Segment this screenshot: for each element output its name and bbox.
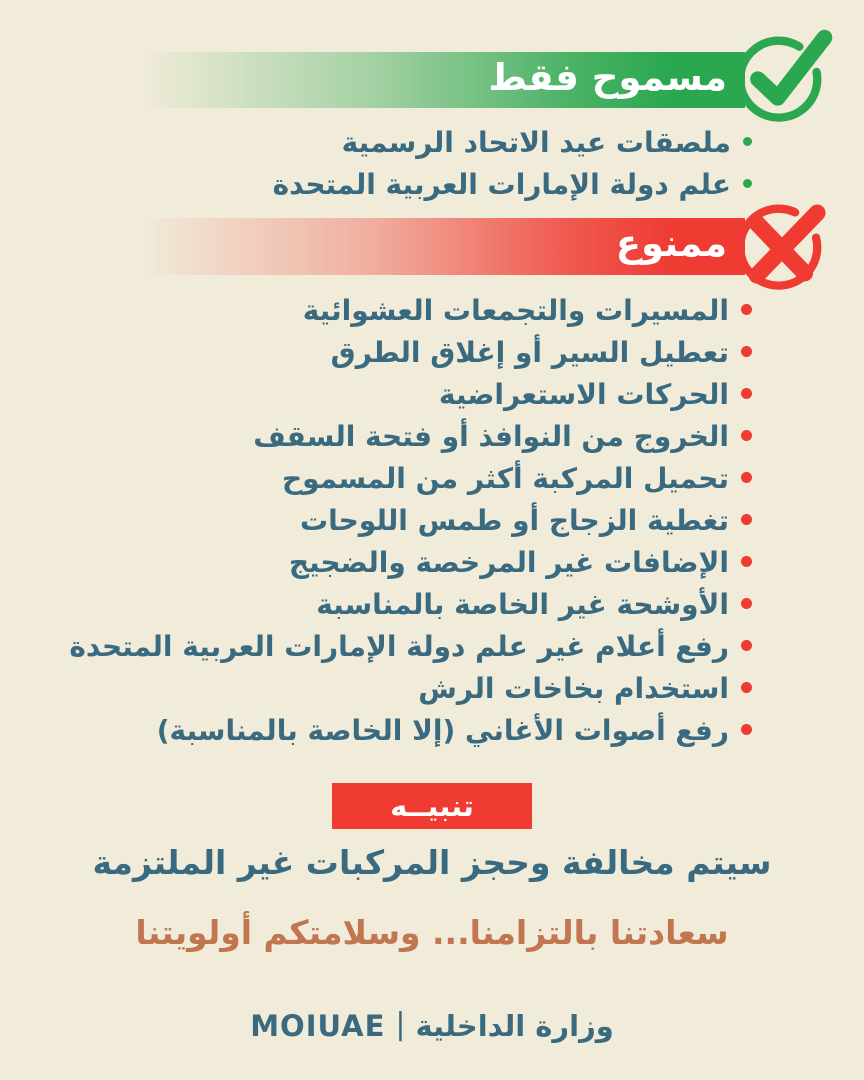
bullet-dot [741,640,752,651]
list-item-label: تعطيل السير أو إغلاق الطرق [330,336,729,369]
list-item [40,458,752,500]
list-item-label: الإضافات غير المرخصة والضجيج [288,546,729,579]
check-circle-icon [733,23,837,127]
list-item-label: المسيرات والتجمعات العشوائية [302,294,729,327]
bullet-dot [743,179,752,188]
x-circle-icon [733,191,837,295]
list-item-label: الخروج من النوافذ أو فتحة السقف [253,420,729,453]
list-item-label: الأوشحة غير الخاصة بالمناسبة [316,588,729,621]
allowed-banner [140,52,745,108]
prohibited-title: ممنوع [615,222,727,265]
bullet-dot [741,430,752,441]
bullet-dot [741,514,752,525]
list-item [40,668,752,710]
list-item-label: رفع أعلام غير علم دولة الإمارات العربية المتحدة [69,630,729,663]
allowed-title: مسموح فقط [488,55,727,99]
list-item-label: استخدام بخاخات الرش [418,672,729,705]
list-item [40,626,752,668]
bullet-dot [741,472,752,483]
bullet-dot [741,682,752,693]
list-item-label: تحميل المركبة أكثر من المسموح [281,462,729,495]
list-item [40,500,752,542]
moiuae-handle: MOIUAE [250,1009,386,1043]
prohibited-list [40,290,752,752]
list-item [40,122,752,164]
allowed-list [40,122,752,206]
list-item-label: ملصقات عيد الاتحاد الرسمية [341,126,731,159]
ministry-name: وزارة الداخلية [415,1009,614,1043]
bullet-dot [741,598,752,609]
list-item [40,416,752,458]
list-item-label: تغطية الزجاج أو طمس اللوحات [299,504,729,537]
bullet-dot [741,724,752,735]
list-item [40,164,752,206]
footer [0,1002,864,1050]
bullet-dot [743,137,752,146]
list-item [40,584,752,626]
list-item [40,290,752,332]
bullet-dot [741,556,752,567]
list-item [40,332,752,374]
list-item [40,374,752,416]
bullet-dot [741,346,752,357]
list-item-label: الحركات الاستعراضية [438,378,729,411]
warning-text: سيتم مخالفة وحجز المركبات غير الملتزمة [92,843,772,882]
bullet-dot [741,388,752,399]
list-item-label: رفع أصوات الأغاني (إلا الخاصة بالمناسبة) [156,714,729,747]
list-item [40,542,752,584]
bullet-dot [741,304,752,315]
warning-badge: تنبيــه [332,783,532,829]
prohibited-banner [140,218,745,275]
list-item-label: علم دولة الإمارات العربية المتحدة [272,168,731,201]
slogan-text: سعادتنا بالتزامنا... وسلامتكم أولويتنا [135,913,729,952]
footer-separator: | [395,1006,406,1042]
list-item [40,710,752,752]
